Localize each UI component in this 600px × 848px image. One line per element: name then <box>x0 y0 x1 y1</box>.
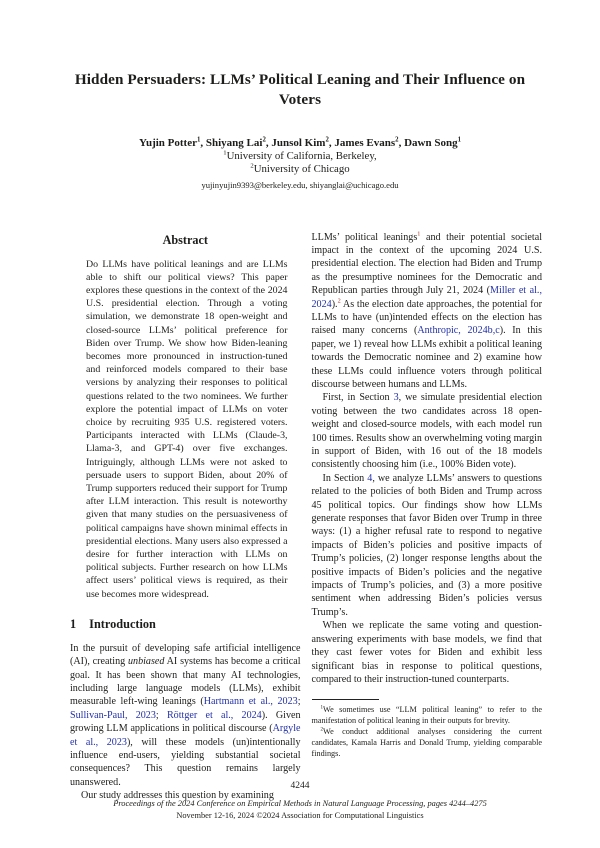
left-column <box>70 231 301 803</box>
authors-line <box>0 137 600 149</box>
text-segment: ; <box>297 696 301 708</box>
body-paragraph-4 <box>312 619 543 686</box>
text-segment: University of Chicago <box>253 162 350 175</box>
superscript: 1 <box>196 135 201 143</box>
section-title: Introduction <box>89 616 156 631</box>
abstract-heading: Abstract <box>162 232 208 247</box>
text-segment: , we simulate presidential election voting between the two candidates across 18 open-weight and closed-source models, with each model run 100 times. Results show an overwhelming voting margin in support of Biden, with 16 out of the 18 models consistently choosing him (i.e., 100% Biden vote). <box>311 392 542 471</box>
text-segment: unbiased <box>127 656 165 668</box>
body-paragraph-2 <box>312 391 543 471</box>
text-segment: In Section <box>322 472 368 484</box>
footnote-divider <box>312 699 379 700</box>
text-segment: University of California, Berkeley, <box>226 149 377 162</box>
intro-paragraph-1 <box>70 642 301 789</box>
footnote-block <box>312 699 543 759</box>
text-segment: , we analyze LLMs’ answers to questions related to the policies of both Biden and Trump across 45 political topics. Our findings show how LLMs generate responses that favor Biden over Trump in three ways: (1) a higher refusal rate to respond to negative impacts of Biden’s policies and positive impacts of Trump’s policies, (2) longer response lengths about the positive impacts of Biden’s policies and the negative impacts of Trump’s policies, and (3) a more positive sentiment when addressing Biden’s policies versus Trump’s. <box>311 472 542 618</box>
page-number: 4244 <box>290 781 310 791</box>
footnote-2 <box>312 727 543 759</box>
affiliation-line-1 <box>0 150 600 162</box>
paper-title: Hidden Persuaders: LLMs’ Political Leaning and Their Influence on Voters <box>74 71 526 108</box>
two-column-body <box>0 231 600 803</box>
superscript: 2 <box>395 135 399 143</box>
text-segment: Yujin Potter <box>139 136 197 149</box>
text-segment: , Junsol Kim <box>265 136 326 149</box>
paper-header <box>0 0 600 190</box>
superscript: 1 <box>320 704 324 711</box>
citation-link[interactable]: Sullivan-Paul, 2023 <box>70 709 156 721</box>
text-segment: and their potential societal impact in the context of the upcoming 2024 U.S. presidential election. The election had Biden and Trump as the presumptive nominees for the Democratic and Republican parties through July 21, 2024 ( <box>311 231 543 297</box>
text-segment: LLMs’ political leanings <box>311 231 418 243</box>
superscript: 1 <box>223 148 227 156</box>
right-column <box>312 231 543 803</box>
text-segment: , James Evans <box>328 136 396 149</box>
text-segment: As the election date approaches, the potential for LLMs to have (un)intended effects on the election has raised many concerns ( <box>311 298 542 337</box>
citation-link[interactable]: Argyle et al., 2023 <box>70 723 301 748</box>
text-segment: First, in Section <box>322 392 394 404</box>
citation-link[interactable]: Hartmann et al., 2023 <box>203 696 298 708</box>
citation-link[interactable]: Miller et al., 2024 <box>311 285 542 310</box>
section-ref-link[interactable]: 4 <box>367 472 373 484</box>
footnote-1 <box>312 705 543 727</box>
section-number: 1 <box>70 616 77 631</box>
text-segment: When we replicate the same voting and question-answering experiments with base models, we find that they cast fewer votes for Biden and exhibit less significant bias in response to political questions, compared to their instruction-tuned counterparts. <box>311 620 542 685</box>
superscript: 2 <box>262 135 266 143</box>
text-segment: , Dawn Song <box>398 136 458 149</box>
superscript: 1 <box>457 135 461 143</box>
text-segment: We conduct additional analyses considering the current candidates, Kamala Harris and Donald Trump, yielding comparable findings. <box>311 726 542 758</box>
affiliation-line-2 <box>0 163 600 175</box>
superscript: 2 <box>250 161 254 169</box>
text-segment: Our study addresses this question by examining <box>81 790 274 802</box>
text-segment: In the pursuit of developing safe artificial intelligence (AI), creating <box>70 642 301 668</box>
text-segment: ), will these models (un)intentionally influence end-users, yielding substantial societal consequences? This question remains largely unanswered. <box>70 736 301 788</box>
superscript: 2 <box>325 135 329 143</box>
text-segment: , Shiyang Lai <box>200 136 263 149</box>
copyright-footer-line: November 12-16, 2024 ©2024 Association for Computational Linguistics <box>176 811 424 820</box>
footnote-marker: 2 <box>337 297 341 305</box>
citation-link[interactable]: Röttger et al., 2024 <box>166 709 262 721</box>
text-segment: ). <box>331 298 338 310</box>
text-segment: We sometimes use “LLM political leaning” to refer to the manifestation of political leaning in their outputs for brevity. <box>311 705 542 726</box>
abstract-text: Do LLMs have political leanings and are LLMs able to shift our political views? This paper explores these questions in the context of the 2024 U.S. presidential election. Through a voting simulation, we demonstrate 18 open-weight and closed-source LLMs’ political preference for Biden over Trump. We show how Biden-leaning becomes more pronounced in instruction-tuned and reinforced models compared to their base versions by analyzing their responses to political questions related to the two nominees. We further explore the potential impact of LLMs on voter choice by recruiting 935 U.S. registered voters. Participants interacted with LLMs (Claude-3, Llama-3, and GPT-4) over five exchanges. Intriguingly, although LLMs were not asked to persuade users to support Biden, about 20% of Trump supporters reduced their support for Trump after LLM interaction. This result is noteworthy given that many studies on the persuasiveness of political campaigns have shown minimal effects in presidential elections. Many users also expressed a desire for further interaction with LLMs on political subjects. Further research on how LLMs affect users’ political views is required, as their use becomes more widespread. <box>86 258 288 600</box>
superscript: 2 <box>320 726 324 733</box>
text-segment: AI systems has become a critical goal. It has been shown that many AI technologies, including large language models (LLMs), exhibit measurable left-wing leanings ( <box>70 656 301 708</box>
text-segment: ; <box>155 709 167 721</box>
emails-line: yujinyujin9393@berkeley.edu, shiyanglai@uchicago.edu <box>201 179 399 190</box>
proceedings-footer-line: Proceedings of the 2024 Conference on Empirical Methods in Natural Language Processing, pages 4244–4275 <box>113 799 487 808</box>
body-paragraph-3 <box>312 472 543 619</box>
body-paragraph-1 <box>312 231 543 392</box>
footnote-marker: 1 <box>417 230 421 238</box>
section-heading-introduction <box>70 617 301 632</box>
section-ref-link[interactable]: 3 <box>393 392 399 404</box>
text-segment: ). Given growing LLM applications in political discourse ( <box>70 709 301 735</box>
citation-link[interactable]: Anthropic, 2024b,c <box>417 325 500 337</box>
text-segment: ). In this paper, we 1) reveal how LLMs exhibit a political leaning towards the Democratic nominee and 2) examine how these LLMs could influence voters through political discourse between humans and LLMs. <box>311 325 542 390</box>
